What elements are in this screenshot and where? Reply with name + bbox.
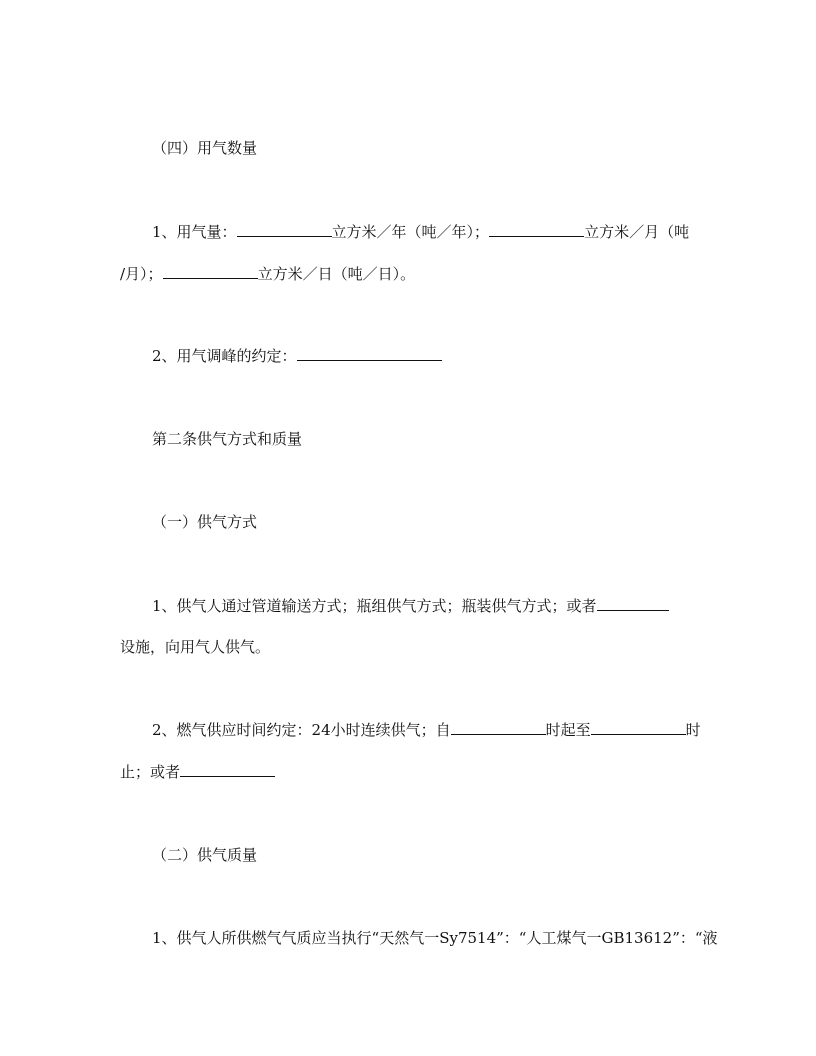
section-4-title: （四）用气数量	[152, 139, 258, 157]
peak-regulation-blank[interactable]	[297, 346, 442, 361]
peak-regulation-line	[152, 346, 442, 366]
annual-volume-blank[interactable]	[237, 222, 332, 237]
monthly-unit-end: /月）；	[120, 265, 163, 283]
article-2-title: 第二条供气方式和质量	[152, 430, 303, 448]
annual-unit: 立方米／年（吨／年）；	[331, 223, 490, 241]
supply-facility-blank[interactable]	[597, 596, 669, 611]
supply-method-line-1	[152, 596, 669, 616]
gas-volume-label: 1、用气量：	[152, 223, 237, 241]
time-to-text: 时起至	[545, 721, 591, 739]
end-time-blank[interactable]	[591, 720, 686, 735]
supply-time-line-1	[152, 720, 701, 740]
other-time-blank[interactable]	[180, 762, 275, 777]
start-time-blank[interactable]	[451, 720, 546, 735]
gas-volume-line-1	[152, 222, 689, 242]
time-unit-text: 时	[685, 721, 701, 739]
supply-method-title: （一）供气方式	[152, 513, 258, 531]
supply-time-line-2	[120, 762, 275, 782]
supply-quality-title: （二）供气质量	[152, 846, 258, 864]
supply-method-text: 1、供气人通过管道输送方式；瓶组供气方式；瓶装供气方式；或者	[152, 597, 597, 615]
daily-unit: 立方米／日（吨／日）。	[257, 265, 416, 283]
monthly-volume-blank[interactable]	[489, 222, 584, 237]
supply-time-or-text: 止；或者	[120, 763, 181, 781]
monthly-unit: 立方米／月（吨	[584, 223, 690, 241]
gas-volume-line-2	[120, 264, 415, 284]
quality-standard-line: 1、供气人所供燃气气质应当执行“天然气一Sy7514”：“人工煤气一GB13612”：“液	[152, 929, 718, 947]
supply-time-text: 2、燃气供应时间约定：24小时连续供气；自	[152, 721, 451, 739]
peak-regulation-label: 2、用气调峰的约定：	[152, 347, 297, 365]
daily-volume-blank[interactable]	[163, 264, 258, 279]
supply-method-line-2: 设施，向用气人供气。	[120, 638, 271, 656]
